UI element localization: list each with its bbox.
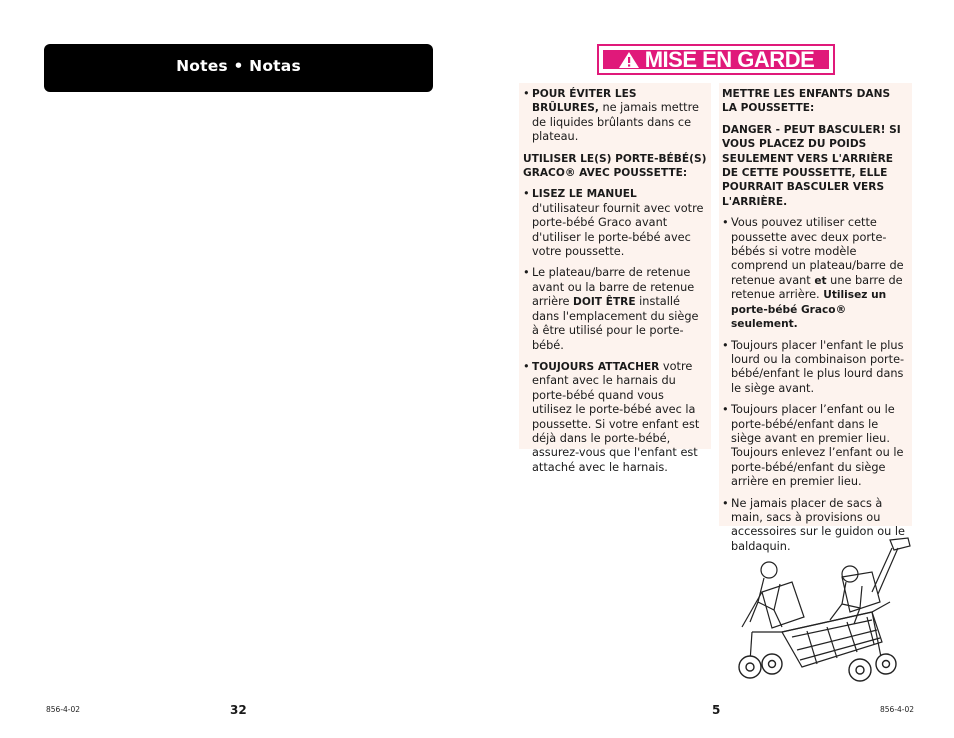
list-item: • Le plateau/barre de retenue avant ou la barre de retenue arrière DOIT ÊTRE installé dans l'emplacement du siège à être utilisé pour le porte-bébé. [523, 266, 699, 352]
danger-heading: DANGER - PEUT BASCULER! SI VOUS PLACEZ DU POIDS SEULEMENT VERS L'ARRIÈRE DE CETTE POUSSETTE, ELLE POURRAIT BASCULER VERS L'ARRIÈRE. [722, 123, 901, 208]
list-item: • POUR ÉVITER LES BRÛLURES, ne jamais mettre de liquides brûlants dans ce plateau. [523, 87, 699, 144]
warning-triangle-icon [618, 51, 640, 69]
list-item: • Toujours placer l'enfant le plus lourd ou la combinaison porte-bébé/enfant le plus lourd dans le siège avant. [722, 338, 905, 395]
warning-column-2 [719, 83, 912, 553]
list-item: • TOUJOURS ATTACHER votre enfant avec le harnais du porte-bébé quand vous utilisez le porte-bébé avec la poussette. Si votre enfant est déjà dans le porte-bébé, assurez-vous que l'enfant est attaché avec le harnais. [523, 359, 700, 474]
list-item: • Vous pouvez utiliser cette poussette avec deux porte-bébés si votre modèle comprend un plateau/barre de retenue avant et une barre de retenue arrière. Utilisez un porte-bébé Graco® seulement. [722, 216, 904, 331]
notes-banner [44, 44, 433, 92]
notes-title: Notes • Notas [176, 57, 301, 75]
left-page-code: 856-4-02 [46, 705, 81, 714]
section-heading: UTILISER LE(S) PORTE-BÉBÉ(S) GRACO® AVEC POUSSETTE: [523, 152, 707, 180]
tandem-stroller-illustration [722, 532, 915, 690]
right-page-code: 856-4-02 [880, 705, 915, 714]
list-item: • Toujours placer l’enfant ou le porte-bébé/enfant dans le siège avant en premier lieu. Toujours enlevez l’enfant ou le porte-bébé/enfant du siège arrière en premier lieu. [722, 403, 904, 489]
warning-column-1 [519, 83, 711, 474]
list-item: • Ne jamais placer de sacs à main, sacs à provisions ou accessoires sur le guidon ou le baldaquin. [722, 496, 905, 553]
warning-title: MISE EN GARDE [644, 46, 815, 72]
warning-header [597, 44, 835, 75]
list-item: • LISEZ LE MANUEL d'utilisateur fournit avec votre porte-bébé Graco avant d'utiliser le porte-bébé avec votre poussette. [523, 187, 704, 259]
section-heading: METTRE LES ENFANTS DANS LA POUSSETTE: [722, 88, 891, 115]
left-page-number: 32 [230, 703, 247, 717]
right-page-number: 5 [712, 703, 721, 717]
